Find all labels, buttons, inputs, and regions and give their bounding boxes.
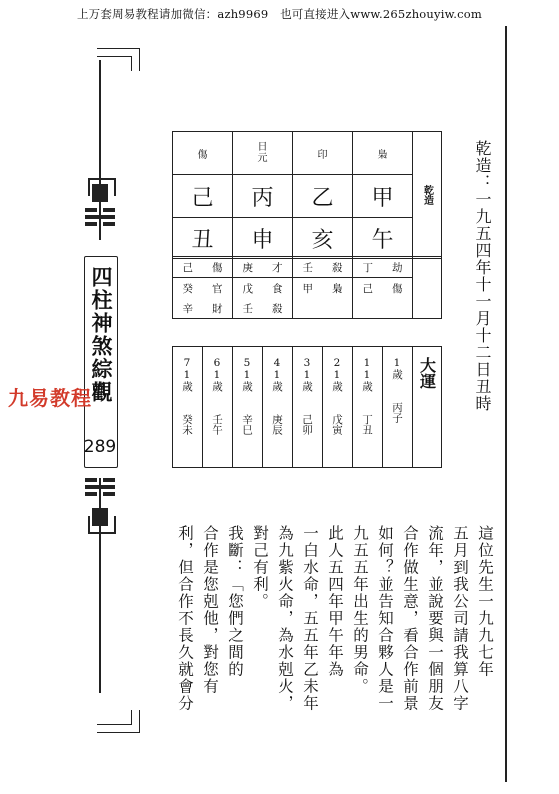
luck-age: 61歲 bbox=[211, 357, 223, 392]
stem-cell: 甲 bbox=[353, 175, 413, 218]
stem-cell: 己 bbox=[173, 175, 233, 218]
hidden-stem: 丁 bbox=[353, 257, 383, 278]
hidden-god: 食 bbox=[263, 278, 293, 299]
watermark-logo: 九易教程 bbox=[8, 386, 92, 410]
book-title: 四柱神煞綜觀 bbox=[89, 266, 114, 404]
hidden-stem: 戊 bbox=[233, 278, 263, 299]
body-column: 九五五年出生的男命。 bbox=[351, 525, 369, 695]
hidden-god: 傷 bbox=[203, 257, 233, 278]
body-column: 合作做生意，看合作前景 bbox=[401, 525, 419, 712]
body-column: 為九紫火命，為水剋火， bbox=[276, 525, 294, 712]
luck-pillar: 壬午 bbox=[211, 413, 223, 435]
hidden-god: 劫 bbox=[383, 257, 413, 278]
branch-cell: 亥 bbox=[293, 218, 353, 259]
hidden-god: 官 bbox=[203, 278, 233, 299]
body-column: 我斷：「您們之間的 bbox=[226, 525, 244, 678]
body-column: 五月到我公司請我算八字 bbox=[451, 525, 469, 712]
luck-pillar: 丙子 bbox=[391, 401, 403, 423]
hidden-stem: 己 bbox=[173, 257, 203, 278]
hidden-god bbox=[323, 298, 353, 319]
hidden-stem: 癸 bbox=[173, 278, 203, 299]
god-cell bbox=[233, 132, 293, 175]
luck-age: 31歲 bbox=[301, 357, 313, 392]
spine-ornament-cap-bottom bbox=[88, 516, 116, 534]
hidden-stem: 壬 bbox=[293, 257, 323, 278]
body-column: 利，但合作不長久就會分 bbox=[176, 525, 194, 712]
luck-period bbox=[203, 347, 233, 468]
luck-pillar: 戊寅 bbox=[331, 413, 343, 435]
body-column: 對己有利。 bbox=[251, 525, 269, 610]
luck-pillar: 己卯 bbox=[301, 413, 313, 435]
hidden-stem: 甲 bbox=[293, 278, 323, 299]
hidden-god: 財 bbox=[203, 298, 233, 319]
luck-pillars-table bbox=[172, 346, 442, 468]
luck-age: 1歲 bbox=[391, 357, 403, 380]
luck-label: 大運 bbox=[417, 357, 437, 389]
hidden-god: 殺 bbox=[323, 257, 353, 278]
body-column: 此人五四年甲午年為 bbox=[326, 525, 344, 678]
body-column: 合作是您剋他，對您有 bbox=[201, 525, 219, 695]
god-cell: 梟 bbox=[353, 132, 413, 175]
luck-age: 51歲 bbox=[241, 357, 253, 392]
stem-cell: 乙 bbox=[293, 175, 353, 218]
luck-age: 11歲 bbox=[361, 357, 373, 392]
body-column: 這位先生一九九七年 bbox=[476, 525, 494, 678]
hidden-god: 殺 bbox=[263, 298, 293, 319]
luck-period bbox=[293, 347, 323, 468]
page-header: 上万套周易教程请加微信：azh9969 也可直接进入www.265zhouyiw.com bbox=[76, 7, 483, 21]
hidden-stem bbox=[293, 298, 323, 319]
luck-period bbox=[383, 347, 413, 468]
hidden-label-spacer bbox=[413, 257, 442, 319]
branch-cell: 午 bbox=[353, 218, 413, 259]
luck-age: 71歲 bbox=[181, 357, 193, 392]
luck-period bbox=[353, 347, 383, 468]
luck-age: 41歲 bbox=[271, 357, 283, 392]
birth-data-line: 乾造：一九五四年十一月十二日丑時 bbox=[473, 140, 492, 412]
spine-ornament-block bbox=[92, 184, 108, 202]
luck-period bbox=[263, 347, 293, 468]
hidden-stem: 庚 bbox=[233, 257, 263, 278]
hidden-stem: 壬 bbox=[233, 298, 263, 319]
luck-pillar: 庚辰 bbox=[271, 413, 283, 435]
branch-cell: 丑 bbox=[173, 218, 233, 259]
day-master-label: 日元 bbox=[257, 142, 268, 164]
hidden-stems-table bbox=[172, 256, 442, 319]
hidden-stem bbox=[353, 298, 383, 319]
body-column: 如何？並告知合夥人是一 bbox=[376, 525, 394, 712]
branch-cell: 申 bbox=[233, 218, 293, 259]
page-number: 289 bbox=[83, 437, 117, 457]
luck-label-cell bbox=[413, 347, 442, 468]
hidden-stem: 己 bbox=[353, 278, 383, 299]
top-frame-corner-inner bbox=[97, 56, 132, 71]
right-border-line bbox=[505, 26, 507, 782]
hidden-god bbox=[383, 298, 413, 319]
trigram-ornament-top bbox=[85, 208, 115, 226]
body-text bbox=[172, 525, 497, 725]
luck-pillar: 丁丑 bbox=[361, 413, 373, 435]
chart-label: 乾造 bbox=[413, 132, 442, 259]
spine-line-bottom bbox=[99, 478, 101, 693]
luck-pillar: 辛巳 bbox=[241, 413, 253, 435]
luck-period bbox=[323, 347, 353, 468]
god-cell: 傷 bbox=[173, 132, 233, 175]
hidden-god: 傷 bbox=[383, 278, 413, 299]
hidden-god: 梟 bbox=[323, 278, 353, 299]
hidden-stem: 辛 bbox=[173, 298, 203, 319]
stem-cell: 丙 bbox=[233, 175, 293, 218]
luck-age: 21歲 bbox=[331, 357, 343, 392]
hidden-god: 才 bbox=[263, 257, 293, 278]
bazi-chart-table bbox=[172, 131, 442, 259]
body-column: 流年，並說要與一個朋友 bbox=[426, 525, 444, 712]
luck-period bbox=[233, 347, 263, 468]
luck-pillar: 癸未 bbox=[181, 413, 193, 435]
luck-period bbox=[173, 347, 203, 468]
god-cell: 印 bbox=[293, 132, 353, 175]
body-column: 一白水命，五五年乙未年 bbox=[301, 525, 319, 712]
bottom-frame-corner bbox=[97, 710, 140, 733]
